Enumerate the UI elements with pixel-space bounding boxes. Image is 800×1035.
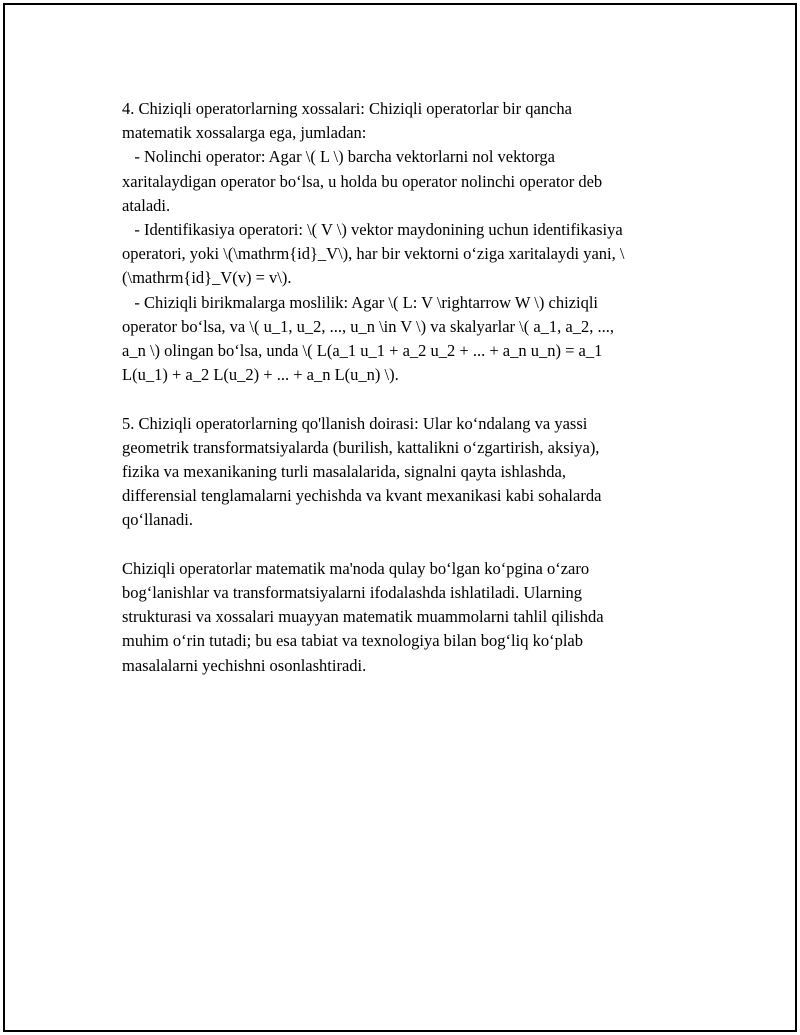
text-line: Chiziqli operatorlar matematik ma'noda qulay bo‘lgan ko‘pgina o‘zaro [122,558,590,578]
section-5-paragraph [122,412,688,533]
text-line: qo‘llanadi. [122,510,194,530]
text-line: - Identifikasiya operatori: \( V \) vektor maydonining uchun identifikasiya [122,220,623,240]
text-line: bog‘lanishlar va transformatsiyalarni ifodalashda ishlatiladi. Ularning [122,583,583,603]
text-line: geometrik transformatsiyalarda (burilish, kattalikni o‘zgartirish, aksiya), [122,437,600,457]
text-line: a_n \) olingan bo‘lsa, unda \( L(a_1 u_1 + a_2 u_2 + ... + a_n u_n) = a_1 [122,341,603,361]
text-line: - Nolinchi operator: Agar \( L \) barcha vektorlarni nol vektorga [122,147,555,167]
text-line: muhim o‘rin tutadi; bu esa tabiat va texnologiya bilan bog‘liq ko‘plab [122,631,583,651]
text-line: ataladi. [122,195,171,215]
conclusion-paragraph [122,557,688,678]
text-line: masalalarni yechishni osonlashtiradi. [122,655,367,675]
text-line: differensial tenglamalarni yechishda va kvant mexanikasi kabi sohalarda [122,486,602,506]
text-line: 5. Chiziqli operatorlarning qo'llanish doirasi: Ular ko‘ndalang va yassi [122,413,588,433]
text-line: operatori, yoki \(\mathrm{id}_V\), har bir vektorni o‘ziga xaritalaydi yani, \ [122,244,625,264]
text-line: 4. Chiziqli operatorlarning xossalari: Chiziqli operatorlar bir qancha [122,99,572,118]
paragraph-gap [122,387,688,411]
text-line: matematik xossalarga ega, jumladan: [122,123,367,143]
section-4-paragraph [122,97,688,387]
text-line: (\mathrm{id}_V(v) = v\). [122,268,292,288]
paragraph-gap [122,533,688,557]
page-frame [3,3,797,1032]
text-line: - Chiziqli birikmalarga moslilik: Agar \( L: V \rightarrow W \) chiziqli [122,292,598,312]
text-line: L(u_1) + a_2 L(u_2) + ... + a_n L(u_n) \). [122,365,399,385]
text-line: strukturasi va xossalari muayyan matematik muammolarni tahlil qilishda [122,607,604,627]
text-line: xaritalaydigan operator bo‘lsa, u holda bu operator nolinchi operator deb [122,171,603,191]
document-body [122,97,688,678]
text-line: fizika va mexanikaning turli masalalarida, signalni qayta ishlashda, [122,462,566,482]
text-line: operator bo‘lsa, va \( u_1, u_2, ..., u_n \in V \) va skalyarlar \( a_1, a_2, ..., [122,316,614,336]
